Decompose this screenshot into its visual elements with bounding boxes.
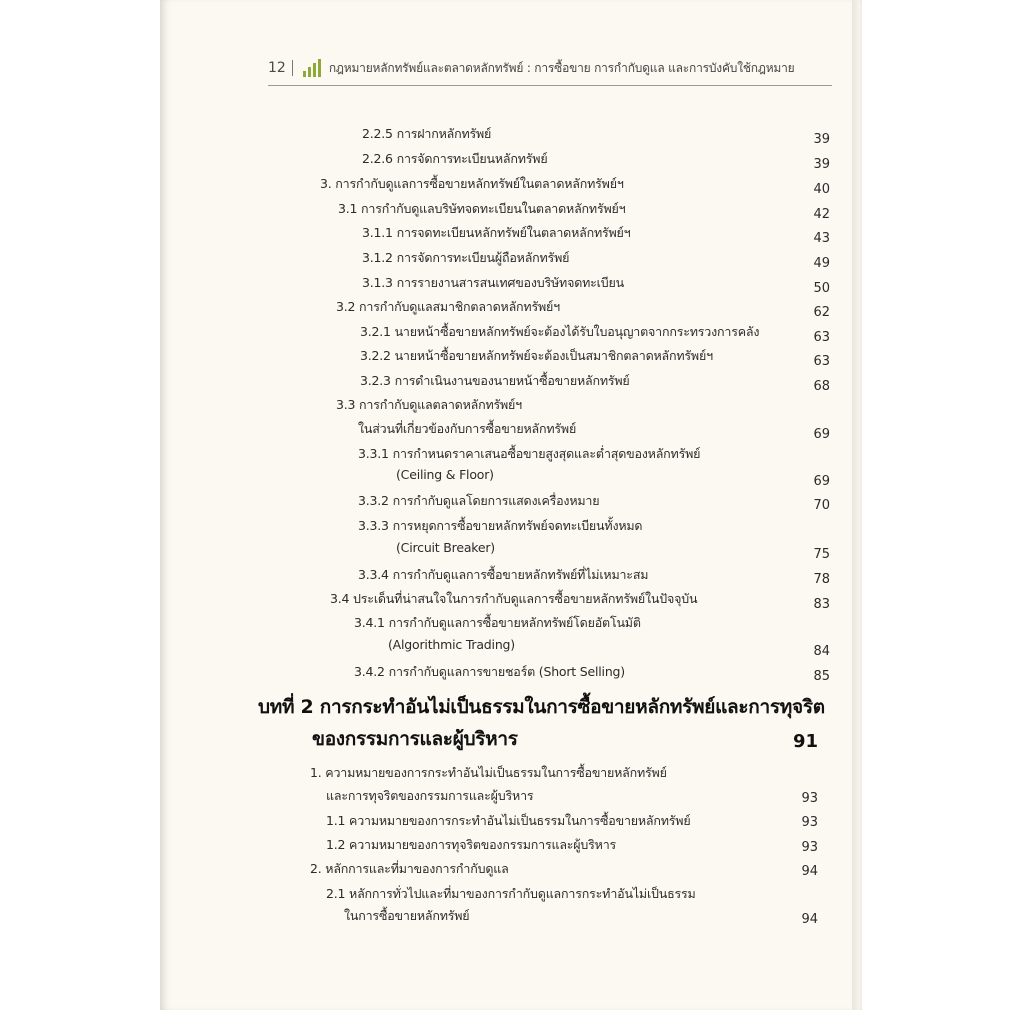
toc-entry-text: 2.2.5 การฝากหลักทรัพย์ — [362, 126, 492, 141]
toc-entry-text: (Circuit Breaker) — [396, 540, 495, 555]
toc-entry-text: 3.1 การกำกับดูแลบริษัทจดทะเบียนในตลาดหลักทรัพย์ฯ — [338, 201, 626, 216]
toc-entry-text: 3.3.2 การกำกับดูแลโดยการแสดงเครื่องหมาย — [358, 493, 600, 508]
toc-entry-page: 83 — [813, 597, 830, 612]
toc-entry-text: 2. หลักการและที่มาของการกำกับดูแล — [310, 861, 509, 876]
toc-entry-page: 68 — [813, 379, 830, 394]
toc-entry-text: (Ceiling & Floor) — [396, 467, 494, 482]
toc-entry-page: 62 — [813, 305, 830, 320]
toc-entry-page: 78 — [813, 572, 830, 587]
chapter-page: 91 — [792, 731, 818, 752]
toc-entry-page: 50 — [813, 281, 830, 296]
toc-entry-text: 3.2 การกำกับดูแลสมาชิกตลาดหลักทรัพย์ฯ — [336, 299, 560, 314]
toc-entry-text: 2.1 หลักการทั่วไปและที่มาของการกำกับดูแลการกระทำอันไม่เป็นธรรม — [326, 886, 696, 901]
toc-entry-page: 93 — [801, 791, 818, 806]
toc-entry-text: 3.3.1 การกำหนดราคาเสนอซื้อขายสูงสุดและต่ำสุดของหลักทรัพย์ — [358, 446, 701, 461]
toc-entry-page: 49 — [813, 256, 830, 271]
page-number: 12 — [268, 60, 286, 76]
toc-entry-text: 3.3.3 การหยุดการซื้อขายหลักทรัพย์จดทะเบียนทั้งหมด — [358, 518, 643, 533]
toc-entry-text: 3.4.1 การกำกับดูแลการซื้อขายหลักทรัพย์โดยอัตโนมัติ — [354, 615, 641, 630]
toc-entry-page: 94 — [801, 912, 818, 927]
toc-entry-page: 43 — [813, 231, 830, 246]
toc-entry-page: 63 — [813, 330, 830, 345]
toc-entry-text: ในส่วนที่เกี่ยวข้องกับการซื้อขายหลักทรัพย์ — [358, 421, 577, 436]
toc-entry-text: (Algorithmic Trading) — [388, 637, 515, 652]
toc-entry-page: 69 — [813, 427, 830, 442]
toc-entry-page: 93 — [801, 840, 818, 855]
toc-entry-text: 3.1.1 การจดทะเบียนหลักทรัพย์ในตลาดหลักทรัพย์ฯ — [362, 225, 631, 240]
toc-entry-text: ในการซื้อขายหลักทรัพย์ — [344, 908, 470, 923]
toc-entry-text: 3.2.1 นายหน้าซื้อขายหลักทรัพย์จะต้องได้รับใบอนุญาตจากกระทรวงการคลัง — [360, 324, 760, 339]
chapter-heading: บทที่ 2 การกระทำอันไม่เป็นธรรมในการซื้อขายหลักทรัพย์และการทุจริต — [258, 696, 825, 718]
toc-entry-text: 3.2.2 นายหน้าซื้อขายหลักทรัพย์จะต้องเป็นสมาชิกตลาดหลักทรัพย์ฯ — [360, 348, 713, 363]
running-header-title: กฎหมายหลักทรัพย์และตลาดหลักทรัพย์ : การซื้อขาย การกำกับดูแล และการบังคับใช้กฎหมาย — [328, 60, 795, 75]
toc-entry-text: 3. การกำกับดูแลการซื้อขายหลักทรัพย์ในตลาดหลักทรัพย์ฯ — [320, 176, 624, 191]
toc-entry-page: 85 — [813, 669, 830, 684]
toc-entry-page: 39 — [813, 132, 830, 147]
toc-entry-page: 63 — [813, 354, 830, 369]
toc-entry-text: 1. ความหมายของการกระทำอันไม่เป็นธรรมในการซื้อขายหลักทรัพย์ — [310, 765, 667, 780]
chapter-heading-continued: ของกรรมการและผู้บริหาร — [312, 728, 518, 750]
toc-entry-page: 42 — [813, 207, 830, 222]
toc-entry-text: 3.1.3 การรายงานสารสนเทศของบริษัทจดทะเบียน — [362, 275, 624, 290]
toc-entry-text: 3.4.2 การกำกับดูแลการขายชอร์ต (Short Selling) — [354, 664, 625, 679]
toc-entry-page: 94 — [801, 864, 818, 879]
toc-entry-page: 70 — [813, 498, 830, 513]
toc-entry-text: 2.2.6 การจัดการทะเบียนหลักทรัพย์ — [362, 151, 548, 166]
toc-entry-page: 75 — [813, 547, 830, 562]
toc-entry-text: 1.1 ความหมายของการกระทำอันไม่เป็นธรรมในการซื้อขายหลักทรัพย์ — [326, 813, 691, 828]
toc-entry-page: 39 — [813, 157, 830, 172]
toc-entry-text: 3.3 การกำกับดูแลตลาดหลักทรัพย์ฯ — [336, 397, 522, 412]
toc-entry-page: 69 — [813, 474, 830, 489]
toc-entry-text: และการทุจริตของกรรมการและผู้บริหาร — [326, 788, 534, 803]
toc-entry-page: 84 — [813, 644, 830, 659]
toc-entry-text: 3.1.2 การจัดการทะเบียนผู้ถือหลักทรัพย์ — [362, 250, 570, 265]
toc-entry-text: 3.4 ประเด็นที่น่าสนใจในการกำกับดูแลการซื้อขายหลักทรัพย์ในปัจจุบัน — [330, 591, 698, 606]
toc-entry-text: 3.3.4 การกำกับดูแลการซื้อขายหลักทรัพย์ที่ไม่เหมาะสม — [358, 567, 649, 582]
toc-entry-text: 3.2.3 การดำเนินงานของนายหน้าซื้อขายหลักทรัพย์ — [360, 373, 630, 388]
toc-entry-page: 40 — [813, 182, 830, 197]
toc-entry-page: 93 — [801, 815, 818, 830]
toc-entry-text: 1.2 ความหมายของการทุจริตของกรรมการและผู้บริหาร — [326, 837, 617, 852]
